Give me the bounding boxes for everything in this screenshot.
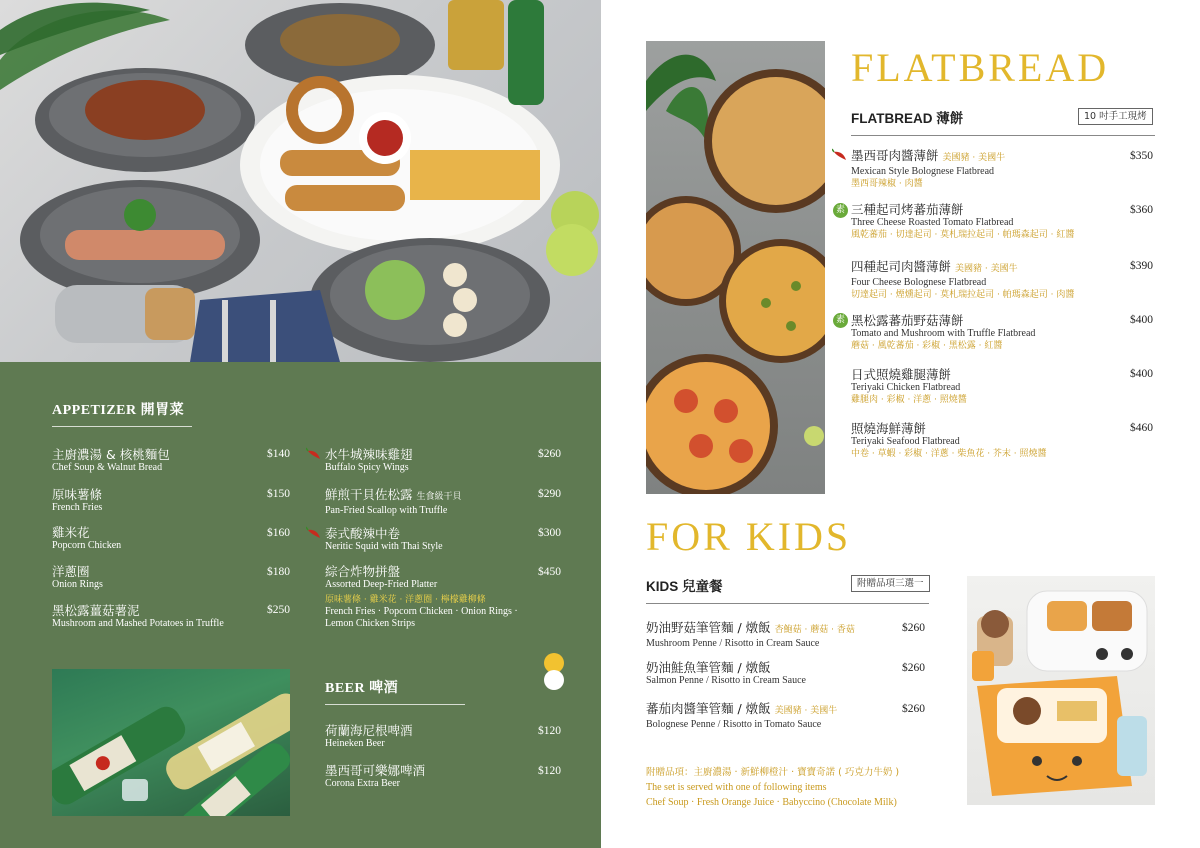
menu-item: 荷蘭海尼根啤酒 Heineken Beer: [325, 723, 413, 749]
menu-item: 綜合炸物拼盤 Assorted Deep-Fried Platter 原味薯條 · 雞米花 · 洋蔥圈 · 檸檬雞柳條 French Fries · Popcorn Chicken · Onion Rings · Lemon Chicken Strips: [325, 564, 518, 629]
item-price: $260: [902, 662, 925, 674]
menu-item: 墨西哥肉醬薄餅 美國豬 · 美國牛 Mexican Style Bolognese Flatbread 墨西哥辣椒 · 肉醬: [851, 148, 1006, 189]
kids-meal-photo: [967, 576, 1155, 805]
item-price: $250: [267, 604, 290, 616]
item-price: $120: [538, 725, 561, 737]
item-price: $290: [538, 488, 561, 500]
item-tag: 生食級干貝: [416, 492, 462, 502]
kids-choice-tag: 附贈品項三選一: [851, 575, 930, 592]
item-price: $460: [1130, 422, 1153, 434]
menu-item: 水牛城辣味雞翅 Buffalo Spicy Wings: [325, 447, 413, 473]
menu-item: 三種起司烤蕃茄薄餅 Three Cheese Roasted Tomato Flatbread 風乾蕃茄 · 切達起司 · 莫札瑞拉起司 · 帕瑪森起司 · 紅醬: [851, 202, 1075, 240]
menu-item: 黑松露蕃茄野菇薄餅 Tomato and Mushroom with Truffle Flatbread 蘑菇 · 風乾蕃茄 · 彩椒 · 黑松露 · 紅醬: [851, 313, 1036, 351]
item-tag: 美國豬 · 美國牛: [942, 153, 1006, 163]
menu-item: 泰式酸辣中卷 Neritic Squid with Thai Style: [325, 526, 443, 552]
menu-item: 原味薯條 French Fries: [52, 487, 103, 513]
chili-icon: [306, 447, 322, 461]
item-price: $180: [267, 566, 290, 578]
flatbread-big-title: FLATBREAD: [851, 45, 1110, 90]
beer-title-rule: [325, 704, 465, 705]
menu-item: 黑松露薑菇薯泥 Mushroom and Mashed Potatoes in Truffle: [52, 603, 224, 629]
menu-item: 照燒海鮮薄餅 Teriyaki Seafood Flatbread 中卷 · 草蝦 · 彩椒 · 洋蔥 · 柴魚花 · 芥末 · 照燒醬: [851, 421, 1047, 459]
kids-big-title: FOR KIDS: [646, 514, 852, 559]
item-tag: 美國豬 · 美國牛: [955, 264, 1018, 274]
menu-item: 墨西哥可樂娜啤酒 Corona Extra Beer: [325, 763, 426, 789]
decorative-dot-white: [544, 670, 564, 690]
item-tag: 美國豬 · 美國牛: [774, 706, 838, 716]
menu-item: 蕃茄肉醬筆管麵 / 燉飯 美國豬 · 美國牛 Bolognese Penne / Risotto in Tomato Sauce: [646, 701, 838, 730]
item-price: $150: [267, 488, 290, 500]
item-price: $260: [902, 703, 925, 715]
item-price: $140: [267, 448, 290, 460]
appetizer-title-rule: [52, 426, 192, 427]
chili-icon: [306, 526, 322, 540]
item-price: $350: [1130, 150, 1153, 162]
flatbread-pizzas-photo: [646, 41, 825, 494]
appetizer-food-photo: [0, 0, 601, 362]
menu-item: 雞米花 Popcorn Chicken: [52, 525, 122, 551]
menu-item: 奶油鮭魚筆管麵 / 燉飯 Salmon Penne / Risotto in Cream Sauce: [646, 660, 806, 686]
item-price: $450: [538, 566, 561, 578]
menu-item: 洋蔥圈 Onion Rings: [52, 564, 103, 590]
item-price: $400: [1130, 368, 1153, 380]
item-tag: 杏鮑菇 · 蘑菇 · 香菇: [774, 625, 855, 635]
item-price: $390: [1130, 260, 1153, 272]
item-price: $400: [1130, 314, 1153, 326]
menu-item: 鮮煎干貝佐松露 生食級干貝 Pan-Fried Scallop with Truffle: [325, 487, 462, 516]
kids-set-note: 附贈品項：主廚濃湯 · 新鮮柳橙汁 · 寶寶奇諾 ( 巧克力牛奶 ) The set is served with one of following items Chef Soup · Fresh Orange Juice · Babyccino (Chocolate Milk): [646, 767, 900, 808]
flatbread-size-tag: 10 吋手工現烤: [1078, 108, 1153, 125]
chili-icon: [832, 148, 848, 162]
item-price: $360: [1130, 204, 1153, 216]
menu-item: 主廚濃湯 & 核桃麵包 Chef Soup & Walnut Bread: [52, 447, 170, 473]
kids-rule: [646, 603, 929, 604]
menu-item: 奶油野菇筆管麵 / 燉飯 杏鮑菇 · 蘑菇 · 香菇 Mushroom Penne / Risotto in Cream Sauce: [646, 620, 855, 649]
beer-title: BEER 啤酒: [325, 681, 399, 696]
kids-subtitle: KIDS 兒童餐: [646, 579, 723, 595]
item-price: $260: [538, 448, 561, 460]
item-price: $160: [267, 527, 290, 539]
item-price: $260: [902, 622, 925, 634]
vegetarian-icon: 素: [833, 313, 848, 328]
flatbread-subtitle: FLATBREAD 薄餅: [851, 111, 964, 127]
item-price: $120: [538, 765, 561, 777]
vegetarian-icon: 素: [833, 203, 848, 218]
menu-item: 日式照燒雞腿薄餅 Teriyaki Chicken Flatbread 雞腿肉 · 彩椒 · 洋蔥 · 照燒醬: [851, 367, 967, 405]
item-price: $300: [538, 527, 561, 539]
menu-item: 四種起司肉醬薄餅 美國豬 · 美國牛 Four Cheese Bolognese Flatbread 切達起司 · 煙燻起司 · 莫札瑞拉起司 · 帕瑪森起司 · 肉醬: [851, 259, 1075, 300]
beer-bottles-photo: [52, 669, 290, 816]
flatbread-rule: [851, 135, 1155, 136]
appetizer-title: APPETIZER 開胃菜: [52, 403, 185, 418]
